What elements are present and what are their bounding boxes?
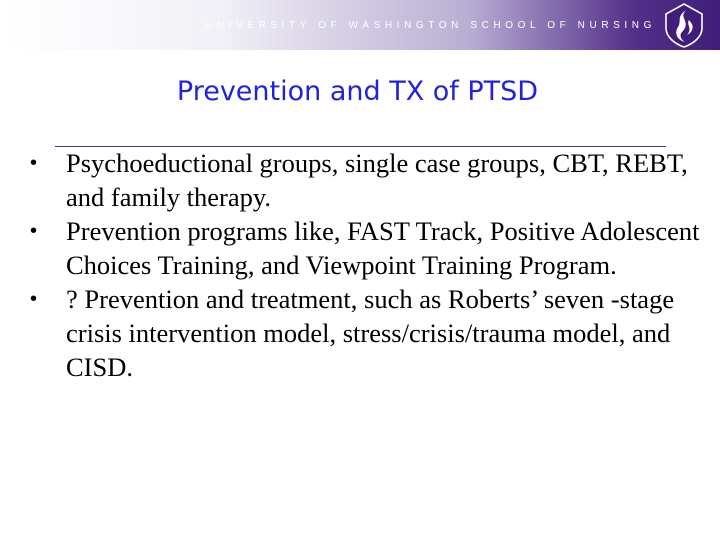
bullet-marker: •	[30, 288, 38, 310]
bullet-marker: •	[30, 152, 38, 174]
bullet-text: ? Prevention and treatment, such as Roberts’ seven -stage crisis intervention model, stress/crisis/trauma model, and CISD.	[66, 284, 675, 382]
institution-name: UNIVERSITY OF WASHINGTON SCHOOL OF NURSING	[204, 20, 656, 31]
slide-title: Prevention and TX of PTSD	[176, 76, 539, 107]
bullet-text: Psychoeductional groups, single case groups, CBT, REBT, and family therapy.	[66, 148, 688, 212]
flame-shield-logo-icon	[662, 2, 706, 48]
bullet-item	[30, 282, 710, 384]
bullet-text: Prevention programs like, FAST Track, Positive Adolescent Choices Training, and Viewpoint Training Program.	[66, 216, 700, 280]
bullet-list	[30, 146, 710, 384]
bullet-item	[30, 146, 710, 214]
bullet-marker: •	[30, 220, 38, 242]
bullet-item	[30, 214, 710, 282]
